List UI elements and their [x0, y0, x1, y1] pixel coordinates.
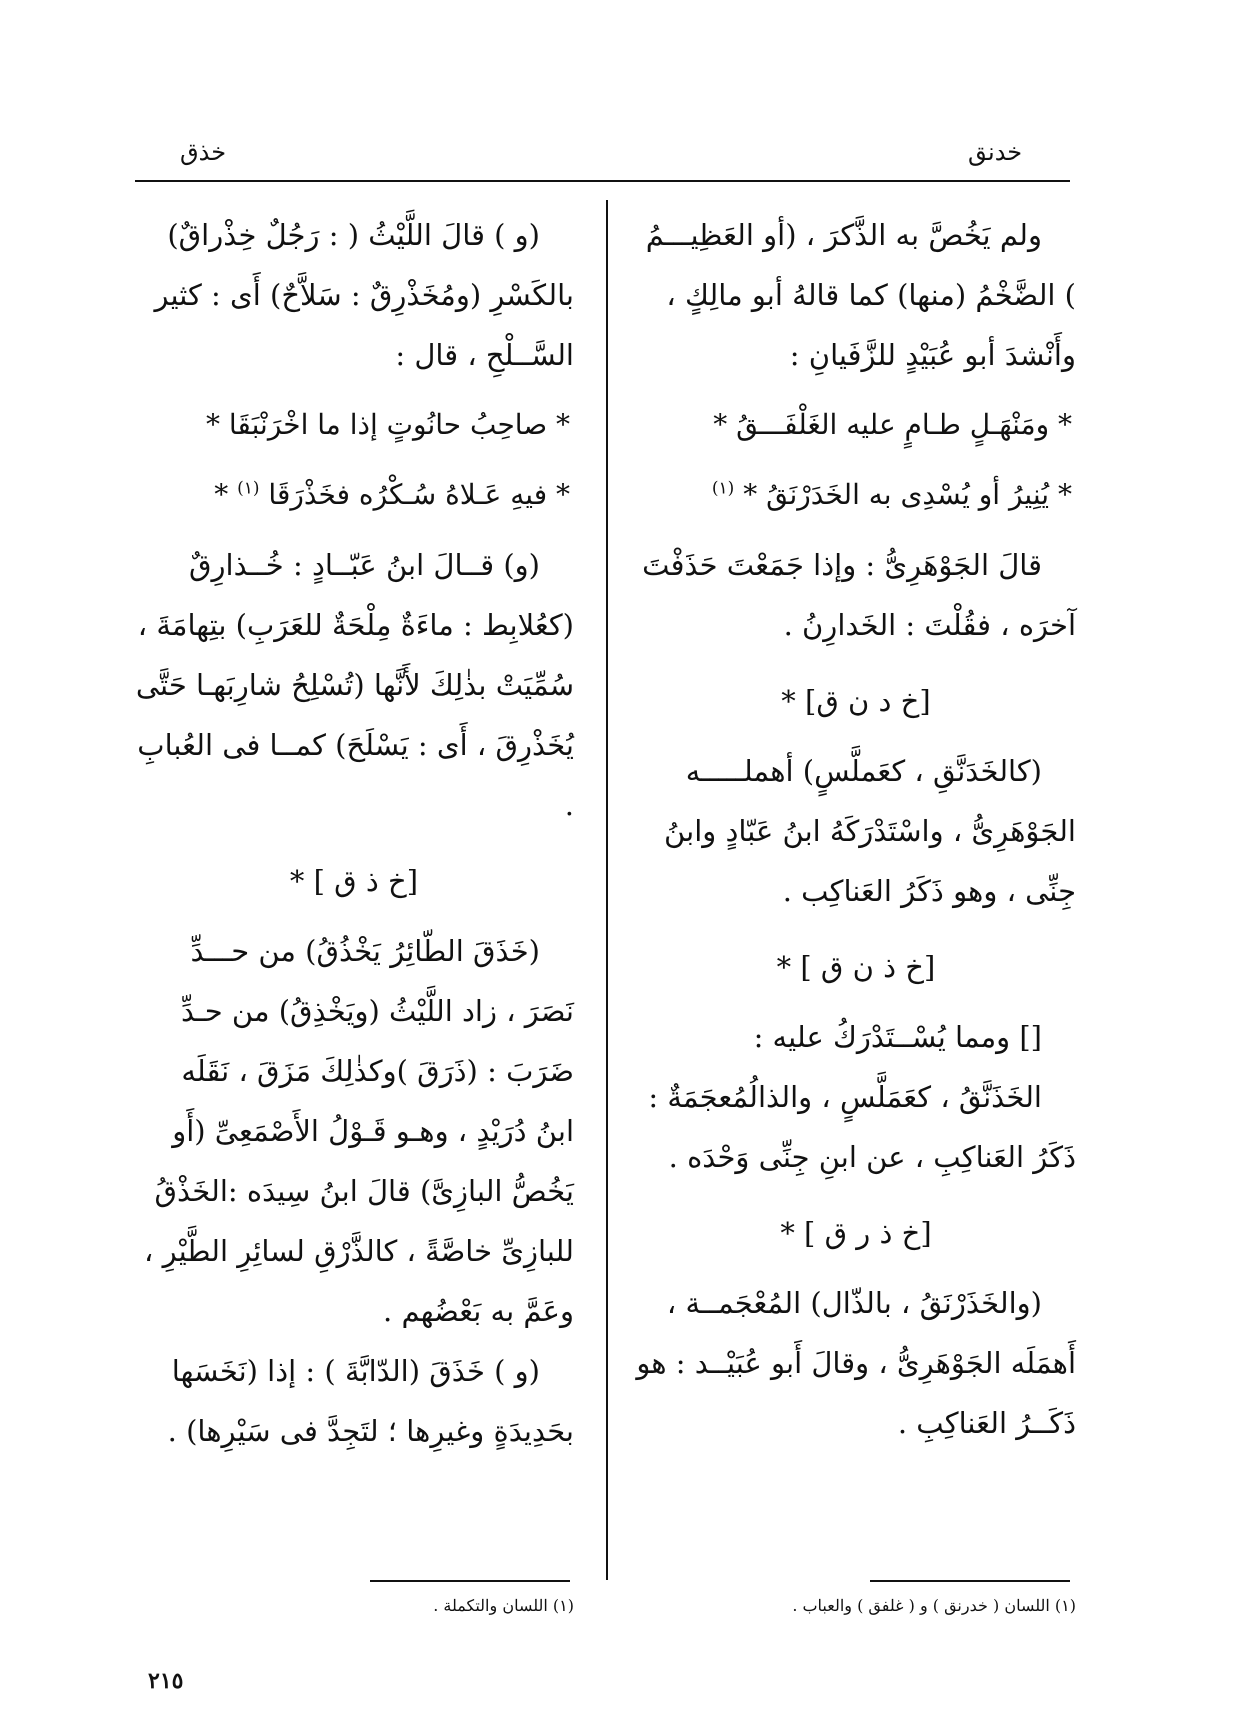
entry-heading: [خ ذ ر ق ] * — [780, 1216, 932, 1250]
verse-text: * فيهِ عَـلاهُ سُـكْرُه فخَذْرَقَا — [268, 478, 570, 511]
footnote-rule — [870, 1580, 1070, 1582]
paragraph: (و ) خَذَقَ (الدّابَّةَ ) : إذا (نَخَسَها بحَدِيدَةٍ وغيرِها ؛ لتَجِدَّ فى سَيْرِها) . — [167, 1354, 574, 1448]
paragraph: الخَذَنَّقُ ، كعَمَلَّسٍ ، والذالُمُعجَمَةٌ : ذَكَرُ العَناكِبِ ، عن ابنِ جِنِّى وَحْدَه . — [648, 1080, 1076, 1174]
header-entry-word-right: خدنق — [968, 138, 1023, 166]
footnote-marker: (١) — [711, 478, 735, 499]
paragraph: (خَذَقَ الطّائِرُ يَخْذُقُ) من حـــدِّ نَصَرَ ، زاد اللَّيْثُ (ويَخْذِقُ) من حـدِّ ضَرَبَ : (ذَرَقَ )وكذٰلِكَ مَزَقَ ، نَقَلَه ابنُ دُرَيْدٍ ، وهـو قَـوْلُ الأَصْمَعِىِّ (أَو يَخُصُّ البازِىَّ) قالَ ابنُ سِيدَه :الخَذْقُ للبازِىِّ خاصَّةً ، كالذَّرْقِ لسائِرِ الطَّيْرِ ، وعَمَّ به بَعْضُهم . — [144, 934, 574, 1328]
entry-heading: [خ د ن ق] * — [781, 684, 931, 718]
verse-line: * صاحِبُ حانُوتٍ إذا ما اخْرَنْبَقَا * — [206, 408, 570, 441]
verse-text: * يُنِيرُ أو يُسْدِى به الخَدَرْنَقُ * — [743, 478, 1072, 511]
page-number: ٢١٥ — [148, 1668, 184, 1694]
paragraph: (و ) قالَ اللَّيْثُ ( : رَجُلٌ خِذْراقٌ) بالكَسْرِ (ومُخَذْرِقٌ : سَلاَّحٌ) أَى : كثير السَّــلْحِ ، قال : — [154, 218, 574, 372]
entry-heading: [خ ذ ن ق ] * — [776, 950, 936, 984]
paragraph: (كالخَدَنَّقِ ، كعَملَّسٍ) أهملـــــه الجَوْهَرِىُّ ، واسْتَدْرَكَهُ ابنُ عَبّادٍ وابنُ جِنِّى ، وهو ذَكَرُ العَناكِب . — [664, 754, 1076, 908]
left-column — [134, 205, 574, 1461]
verse-line: * ومَنْهَـلٍ طـامٍ عليه الغَلْفَـــقُ * — [713, 408, 1072, 441]
verse-line — [636, 465, 1076, 525]
paragraph: قالَ الجَوْهَرِىُّ : وإذا جَمَعْتَ حَذَفْتَ آخرَه ، فقُلْتَ : الخَدارِنُ . — [642, 548, 1076, 642]
verse-end-mark: * — [214, 478, 229, 511]
paragraph: (والخَذَرْنَقُ ، بالذّال) المُعْجَمــة ، أَهمَلَه الجَوْهَرِىُّ ، وقالَ أَبو عُبَيْــد : هو ذَكَــرُ العَناكِبِ . — [636, 1286, 1076, 1440]
footnote-rule — [370, 1580, 570, 1582]
header-rule — [135, 180, 1070, 182]
header-entry-word-left: خذق — [180, 138, 227, 166]
paragraph: [] ومما يُسْــتَدْرَكُ عليه : — [753, 1020, 1042, 1054]
verse-line — [134, 465, 574, 525]
paragraph: ولم يَخُصَّ به الذَّكرَ ، (أو العَظِيـــمُ ) الضَّخْمُ (منها) كما قالهُ أبو مالِكٍ ، وأَنْشدَ أبو عُبَيْدٍ للزَّفَيانِ : — [645, 218, 1076, 372]
column-divider — [606, 200, 608, 1580]
right-column — [636, 205, 1076, 1453]
paragraph: (و) قــالَ ابنُ عَبّــادٍ : خُــذارِقٌ (كعُلابِط : ماءَةٌ مِلْحَةٌ للعَرَبِ) بتِهامَةَ ، سُمِّيَتْ بذٰلِكَ لأَنَّها (تُسْلِحُ شارِبَهـا حَتَّى يُخَذْرِقَ ، أَى : يَسْلَحَ) كمــا فى العُبابِ . — [135, 548, 574, 822]
footnote: (١) اللسان والتكملة . — [433, 1596, 574, 1615]
footnote-marker: (١) — [237, 478, 260, 499]
footnote: (١) اللسان ( خدرنق ) و ( غلفق ) والعباب . — [792, 1596, 1076, 1615]
entry-heading: [خ ذ ق ] * — [289, 864, 419, 898]
